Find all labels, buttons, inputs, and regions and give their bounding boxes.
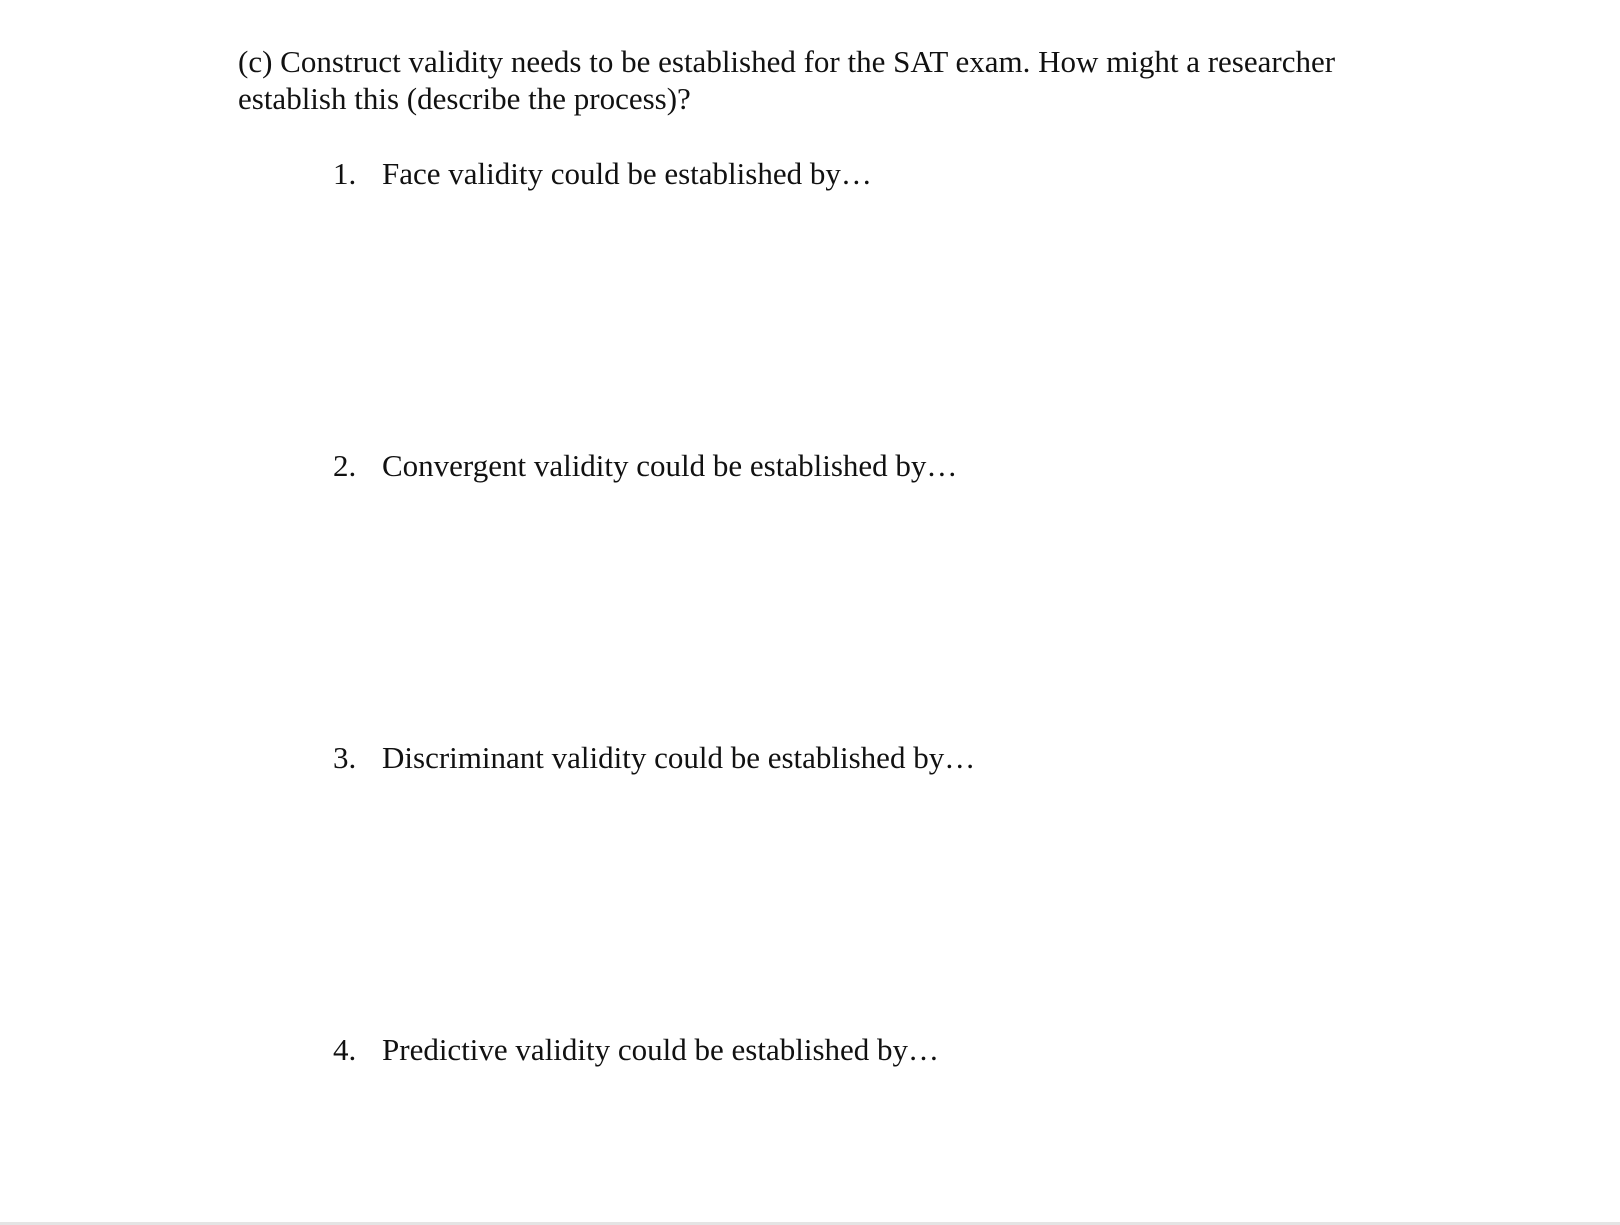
list-item-text: Face validity could be established by…: [382, 156, 872, 191]
list-item-text: Predictive validity could be established by…: [382, 1032, 940, 1067]
question-prompt: (c) Construct validity needs to be established for the SAT exam. How might a researcher establish this (describe the process)?: [238, 44, 1336, 116]
list-item-number: 1.: [333, 156, 357, 191]
list-item-predictive-validity: [333, 1031, 939, 1068]
list-item-face-validity: [333, 155, 872, 192]
list-item-text: Discriminant validity could be established by…: [382, 740, 976, 775]
list-item-discriminant-validity: [333, 739, 975, 776]
list-item-number: 4.: [333, 1032, 357, 1067]
list-item-convergent-validity: [333, 447, 957, 484]
list-item-number: 3.: [333, 740, 357, 775]
list-item-number: 2.: [333, 448, 357, 483]
list-item-text: Convergent validity could be established by…: [382, 448, 958, 483]
